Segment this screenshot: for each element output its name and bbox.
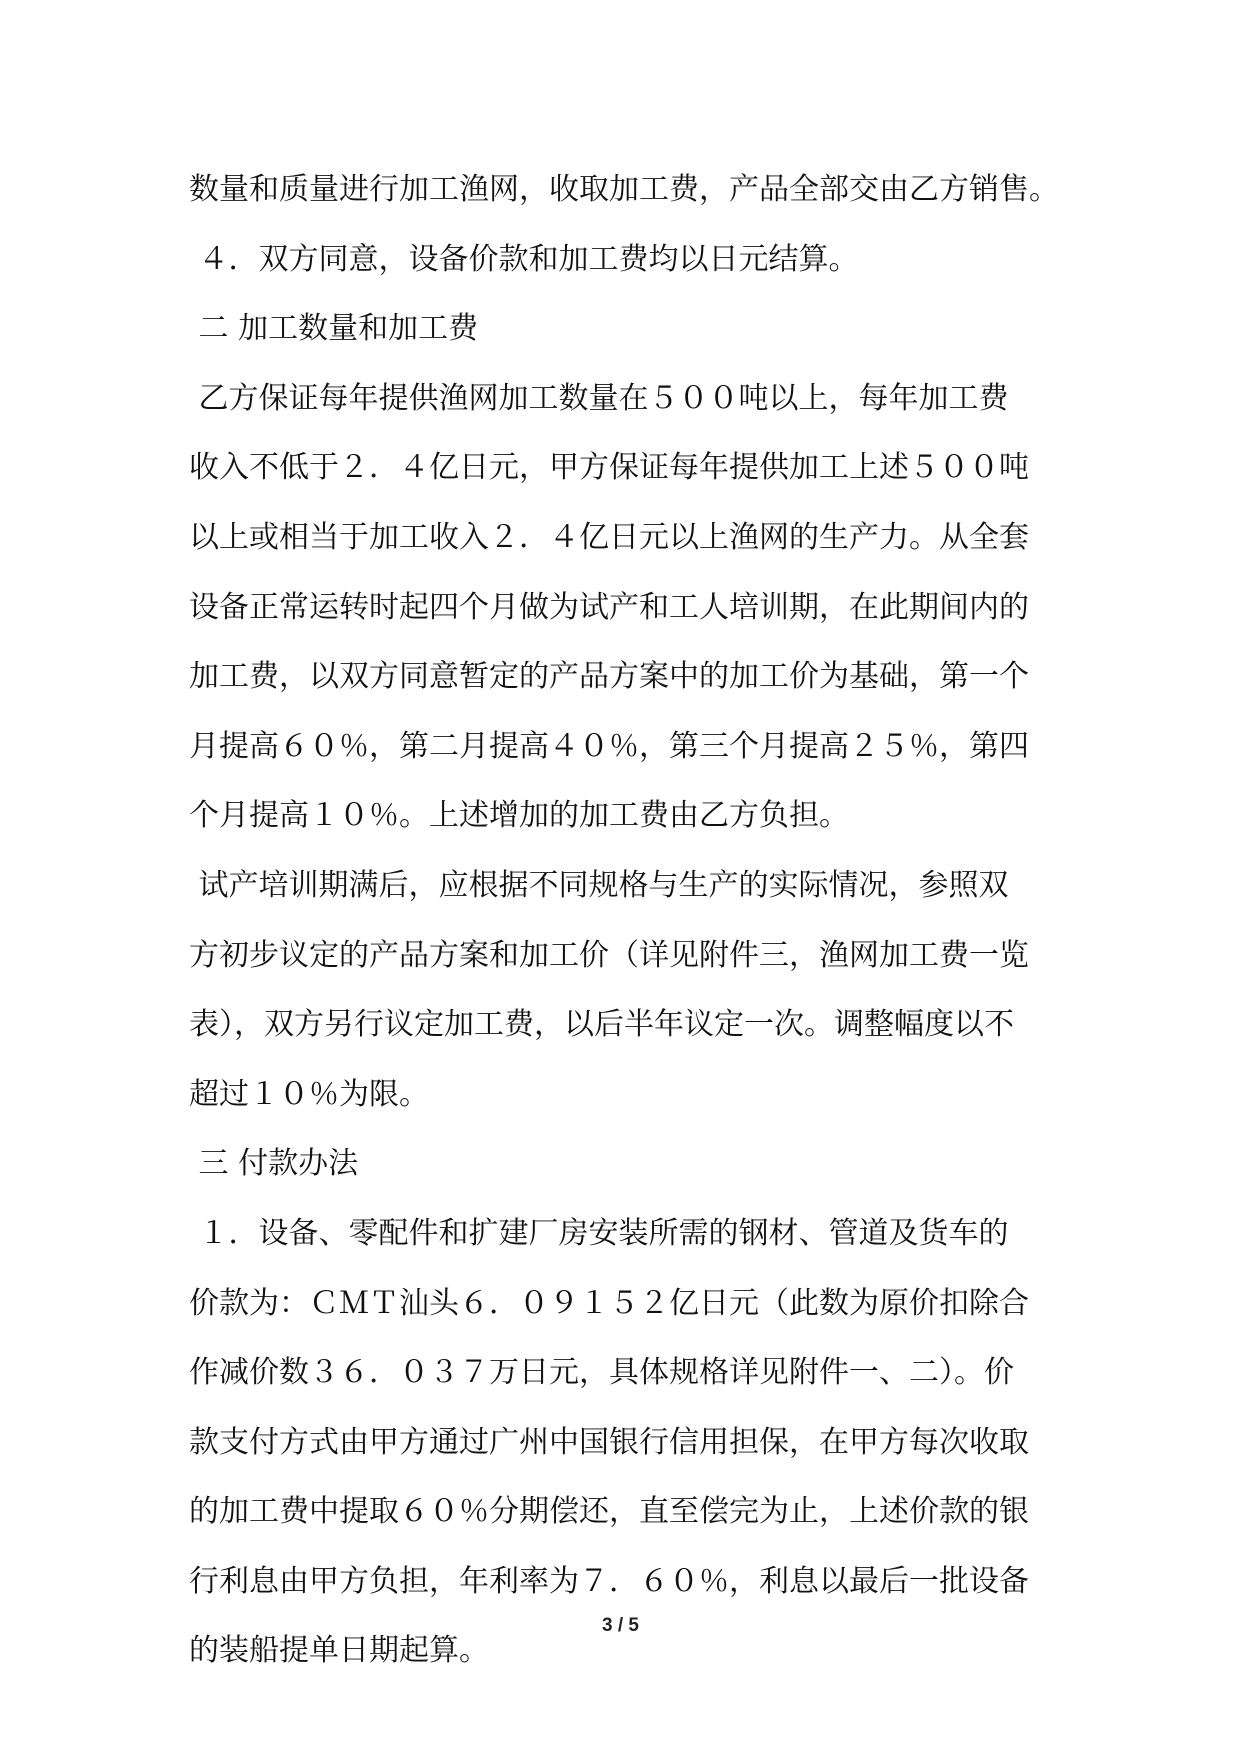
text-line: 款支付方式由甲方通过广州中国银行信用担保，在甲方每次收取 [189,1424,1029,1460]
text-line: ４．双方同意，设备价款和加工费均以日元结算。 [189,241,859,277]
text-line: 方初步议定的产品方案和加工价（详见附件三，渔网加工费一览 [189,937,1029,973]
page-number: 3 / 5 [602,1615,639,1636]
text-line: 收入不低于２．４亿日元，甲方保证每年提供加工上述５００吨 [189,450,1029,486]
text-line: 试产培训期满后，应根据不同规格与生产的实际情况，参照双 [189,867,1009,903]
text-line: 乙方保证每年提供渔网加工数量在５００吨以上，每年加工费 [189,380,1009,416]
text-line: 以上或相当于加工收入２．４亿日元以上渔网的生产力。从全套 [189,519,1029,555]
text-line: 价款为：ＣＭＴ汕头６．０９１５２亿日元（此数为原价扣除合 [189,1285,1029,1321]
text-line: 超过１０％为限。 [189,1076,429,1112]
text-line: 表），双方另行议定加工费，以后半年议定一次。调整幅度以不 [189,1007,1014,1043]
text-line: 个月提高１０％。上述增加的加工费由乙方负担。 [189,798,849,834]
text-line: 数量和质量进行加工渔网，收取加工费，产品全部交由乙方销售。 [189,172,1059,207]
text-line: 月提高６０％，第二月提高４０％，第三个月提高２５％，第四 [189,728,1029,764]
contract-body [189,155,1057,1686]
text-line: 的加工费中提取６０％分期偿还，直至偿完为止，上述价款的银 [189,1494,1029,1530]
text-line: １．设备、零配件和扩建厂房安装所需的钢材、管道及货车的 [189,1215,1009,1251]
text-line: 作减价数３６．０３７万日元，具体规格详见附件一、二）。价 [189,1355,1014,1391]
text-line: 加工费，以双方同意暂定的产品方案中的加工价为基础，第一个 [189,659,1029,695]
text-line: 的装船提单日期起算。 [189,1633,489,1669]
text-line: 设备正常运转时起四个月做为试产和工人培训期，在此期间内的 [189,589,1029,625]
section-heading: 三 付款办法 [189,1146,359,1182]
section-heading: 二 加工数量和加工费 [189,311,479,347]
text-line: 行利息由甲方负担，年利率为７．６０％，利息以最后一批设备 [189,1563,1029,1599]
